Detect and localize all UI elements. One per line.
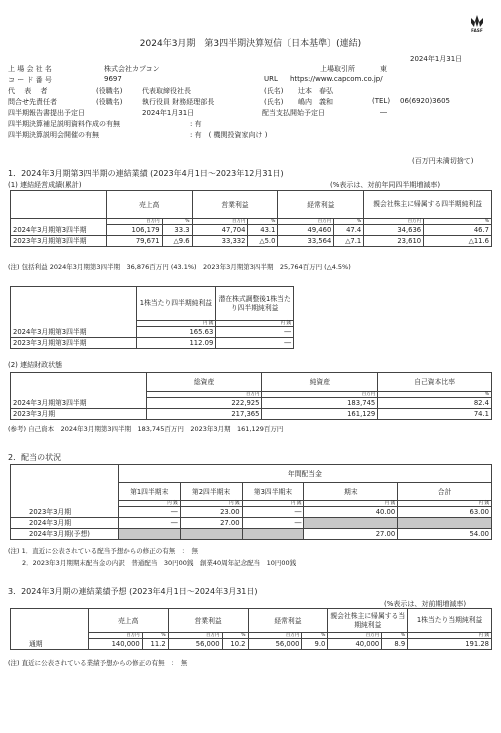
header-net-assets: 純資産 xyxy=(262,373,378,392)
header-annual-dividend: 年間配当金 xyxy=(118,465,491,483)
year-end-dividend: 40.00 xyxy=(304,507,398,518)
q3-dividend: ― xyxy=(242,507,304,518)
header-diluted-eps: 潜在株式調整後1株当たり四半期純利益 xyxy=(216,287,294,321)
q2-dividend xyxy=(180,529,242,540)
unit-label: 円 銭 xyxy=(478,501,489,506)
table-row xyxy=(11,225,492,236)
supplementary-value: : 有 xyxy=(190,120,202,128)
unit-label: 円 銭 xyxy=(478,633,489,638)
net-sales-value: 106,179 xyxy=(106,225,162,236)
ordinary-income-value: 49,460 xyxy=(278,225,334,236)
diluted-eps-value: ― xyxy=(216,327,294,338)
contact-name-label: (氏名) xyxy=(264,98,284,106)
unit-label: 百万円 xyxy=(365,633,380,638)
net-sales-value: 79,671 xyxy=(106,236,162,247)
unit-label: 百万円 xyxy=(146,219,160,224)
dividend-start: ― xyxy=(380,108,387,116)
table-row xyxy=(11,236,492,247)
contact-title: 執行役員 財務経理部長 xyxy=(142,98,215,106)
rep-name-label: (氏名) xyxy=(264,87,284,95)
forecast-revision-note: (注) 直近に公表されている業績予想からの修正の有無 ： 無 xyxy=(8,659,188,667)
exchange-label: 上場取引所 xyxy=(320,65,355,73)
operating-income-value: 33,332 xyxy=(192,236,248,247)
unit-label: 百万円 xyxy=(285,633,300,638)
forecast-table xyxy=(10,608,492,650)
net-income-value: 34,636 xyxy=(364,225,424,236)
company-name-label: 上 場 会 社 名 xyxy=(8,65,52,73)
net-income-value: 40,000 xyxy=(328,639,382,650)
header-q1-end: 第1四半期末 xyxy=(118,483,180,501)
header-q2-end: 第2四半期末 xyxy=(180,483,242,501)
net-income-pct: 46.7 xyxy=(424,225,492,236)
table-row xyxy=(11,338,294,349)
dividend-note-1: (注) 1．直近に公表されている配当予想からの修正の有無 ： 無 xyxy=(8,547,199,555)
quarterly-report-date: 2024年1月31日 xyxy=(142,109,195,117)
header-eps: 1株当たり四半期純利益 xyxy=(136,287,216,321)
net-sales-value: 140,000 xyxy=(88,639,142,650)
dividend-start-label: 配当支払開始予定日 xyxy=(262,109,325,117)
operating-results-heading: (1) 連結経営成績(累計) xyxy=(8,181,82,189)
unit-label: 円 銭 xyxy=(290,501,302,506)
eps-table xyxy=(10,286,294,349)
q2-dividend: 27.00 xyxy=(180,518,242,529)
row-label: 2023年3月期 xyxy=(11,507,119,518)
logo-text: FASF xyxy=(471,28,483,33)
header-year-end: 期末 xyxy=(304,483,398,501)
unit-label: 円 銭 xyxy=(384,501,396,506)
code-label: コ ー ド 番 号 xyxy=(8,76,52,84)
section2-heading: 2．配当の状況 xyxy=(8,453,62,462)
eps-value: 191.28 xyxy=(408,639,492,650)
rounding-note: (百万円未満切捨て) xyxy=(412,157,474,165)
header-net-income: 親会社株主に帰属する四半期純利益 xyxy=(364,191,492,219)
net-income-pct: △11.6 xyxy=(424,236,492,247)
tel-number: 06(6920)3605 xyxy=(400,97,450,105)
table-row xyxy=(11,507,492,518)
financial-position-heading: (2) 連結財政状態 xyxy=(8,361,63,369)
header-total-assets: 総資産 xyxy=(146,373,262,392)
q1-dividend: ― xyxy=(118,518,180,529)
equity-ratio-value: 74.1 xyxy=(378,409,492,420)
header-q3-end: 第3四半期末 xyxy=(242,483,304,501)
eps-value: 165.63 xyxy=(136,327,216,338)
year-end-dividend xyxy=(304,518,398,529)
row-label: 2024年3月期第3四半期 xyxy=(11,225,107,236)
unit-label: 百万円 xyxy=(206,633,220,638)
unit-label: % xyxy=(400,633,406,638)
unit-label: 円 銭 xyxy=(280,321,291,326)
q3-dividend: ― xyxy=(242,518,304,529)
header-ordinary-income: 経常利益 xyxy=(278,191,364,219)
unit-label: % xyxy=(241,633,246,638)
representative-label: 代 表 者 xyxy=(8,87,48,95)
equity-note: (参考) 自己資本 2024年3月期第3四半期 183,745百万円 2023年3月期 161,129百万円 xyxy=(8,425,284,433)
diluted-eps-value: ― xyxy=(216,338,294,349)
report-date: 2024年1月31日 xyxy=(410,55,463,63)
ordinary-income-pct: 9.0 xyxy=(302,639,328,650)
briefing-value: : 有 ( 機関投資家向け ) xyxy=(190,131,268,139)
header-net-sales: 売上高 xyxy=(88,609,168,633)
rep-title-label: (役職名) xyxy=(96,87,123,95)
q2-dividend: 23.00 xyxy=(180,507,242,518)
row-label: 2024年3月期 xyxy=(11,518,119,529)
unit-label: 円 銭 xyxy=(167,501,178,506)
contact-name: 嶋内 義和 xyxy=(298,98,333,106)
equity-ratio-value: 82.4 xyxy=(378,398,492,409)
supplementary-label: 四半期決算補足説明資料作成の有無 xyxy=(8,120,120,128)
section3-heading: 3．2024年3月期の連結業績予想 (2023年4月1日～2024年3月31日) xyxy=(8,587,258,596)
unit-label: 百万円 xyxy=(317,219,332,224)
header-eps: 1株当たり当期純利益 xyxy=(408,609,492,633)
operating-income-pct: 43.1 xyxy=(248,225,278,236)
table-row xyxy=(11,409,492,420)
forecast-note: (%表示は、対前期増減率) xyxy=(384,600,467,608)
operating-results-note: (%表示は、対前年同四半期増減率) xyxy=(330,181,441,189)
operating-income-pct: 10.2 xyxy=(222,639,248,650)
report-date-label: 四半期報告書提出予定日 xyxy=(8,109,85,117)
unit-label: % xyxy=(356,219,362,224)
stock-code: 9697 xyxy=(104,75,122,83)
company-name: 株式会社カプコン xyxy=(104,65,160,73)
ordinary-income-value: 33,564 xyxy=(278,236,334,247)
contact-title-label: (役職名) xyxy=(96,98,123,106)
net-income-pct: 8.9 xyxy=(382,639,408,650)
operating-income-value: 47,704 xyxy=(192,225,248,236)
ordinary-income-pct: △7.1 xyxy=(334,236,364,247)
header-operating-income: 営業利益 xyxy=(168,609,248,633)
net-income-value: 23,610 xyxy=(364,236,424,247)
table-row xyxy=(11,639,492,650)
header-total: 合計 xyxy=(398,483,492,501)
row-label: 2023年3月期 xyxy=(11,409,147,420)
q1-dividend: ― xyxy=(118,507,180,518)
net-assets-value: 183,745 xyxy=(262,398,378,409)
ordinary-income-value: 56,000 xyxy=(248,639,302,650)
unit-label: % xyxy=(161,633,166,638)
header-net-income: 親会社株主に帰属する当期純利益 xyxy=(328,609,408,633)
unit-label: 百万円 xyxy=(231,219,246,224)
url-label: URL xyxy=(264,75,278,83)
row-label: 2023年3月期第3四半期 xyxy=(11,236,107,247)
row-label: 2024年3月期第3四半期 xyxy=(11,327,137,338)
row-label: 通期 xyxy=(11,639,89,650)
ordinary-income-pct: 47.4 xyxy=(334,225,364,236)
q3-dividend xyxy=(242,529,304,540)
operating-income-value: 56,000 xyxy=(168,639,222,650)
net-sales-pct: △9.6 xyxy=(162,236,192,247)
comprehensive-income-note: (注) 包括利益 2024年3月期第3四半期 36,876百万円 (43.1%) 2023年3月期第3四半期 25,764百万円 (△4.5%) xyxy=(8,263,351,271)
fasf-mark-icon xyxy=(468,14,486,28)
section1-heading: 1．2024年3月期第3四半期の連結業績 (2023年4月1日～2023年12月31日) xyxy=(8,169,284,178)
row-label: 2023年3月期第3四半期 xyxy=(11,338,137,349)
dividends-table xyxy=(10,464,492,540)
contact-label: 問合せ先責任者 xyxy=(8,98,57,106)
operating-income-pct: △5.0 xyxy=(248,236,278,247)
unit-label: 円 銭 xyxy=(202,321,214,326)
briefing-label: 四半期決算説明会開催の有無 xyxy=(8,131,99,139)
rep-name: 辻本 春弘 xyxy=(298,87,333,95)
table-row xyxy=(11,398,492,409)
header-operating-income: 営業利益 xyxy=(192,191,278,219)
unit-label: 百万円 xyxy=(361,392,376,397)
exchange: 東 xyxy=(380,65,387,73)
company-url[interactable]: https://www.capcom.co.jp/ xyxy=(290,75,383,83)
header-ordinary-income: 経常利益 xyxy=(248,609,328,633)
table-row xyxy=(11,327,294,338)
header-net-sales: 売上高 xyxy=(106,191,192,219)
eps-value: 112.09 xyxy=(136,338,216,349)
unit-label: % xyxy=(484,219,489,224)
total-dividend: 54.00 xyxy=(398,529,492,540)
page-title: 2024年3月期 第3四半期決算短信〔日本基準〕(連結) xyxy=(139,39,362,49)
dividend-note-2: 2．2023年3月期期末配当金の内訳 普通配当 30円00銭 創業40周年記念配当 10円00銭 xyxy=(22,559,297,567)
table-row xyxy=(11,529,492,540)
financial-position-table xyxy=(10,372,492,420)
header-equity-ratio: 自己資本比率 xyxy=(378,373,492,392)
operating-results-table xyxy=(10,190,492,247)
total-dividend: 63.00 xyxy=(398,507,492,518)
unit-label: 百万円 xyxy=(407,219,422,224)
total-assets-value: 222,925 xyxy=(146,398,262,409)
total-dividend xyxy=(398,518,492,529)
net-sales-pct: 33.3 xyxy=(162,225,192,236)
unit-label: 円 銭 xyxy=(229,501,240,506)
rep-title: 代表取締役社長 xyxy=(142,87,191,95)
net-assets-value: 161,129 xyxy=(262,409,378,420)
table-row xyxy=(11,518,492,529)
unit-label: % xyxy=(484,392,489,397)
year-end-dividend: 27.00 xyxy=(304,529,398,540)
tel-label: (TEL) xyxy=(372,97,391,105)
q1-dividend xyxy=(118,529,180,540)
net-sales-pct: 11.2 xyxy=(142,639,168,650)
total-assets-value: 217,365 xyxy=(146,409,262,420)
fasf-logo xyxy=(466,14,488,33)
unit-label: % xyxy=(321,633,326,638)
unit-label: % xyxy=(185,219,190,224)
row-label: 2024年3月期第3四半期 xyxy=(11,398,147,409)
unit-label: 百万円 xyxy=(245,392,260,397)
unit-label: 百万円 xyxy=(126,633,140,638)
unit-label: % xyxy=(271,219,276,224)
row-label: 2024年3月期(予想) xyxy=(11,529,119,540)
